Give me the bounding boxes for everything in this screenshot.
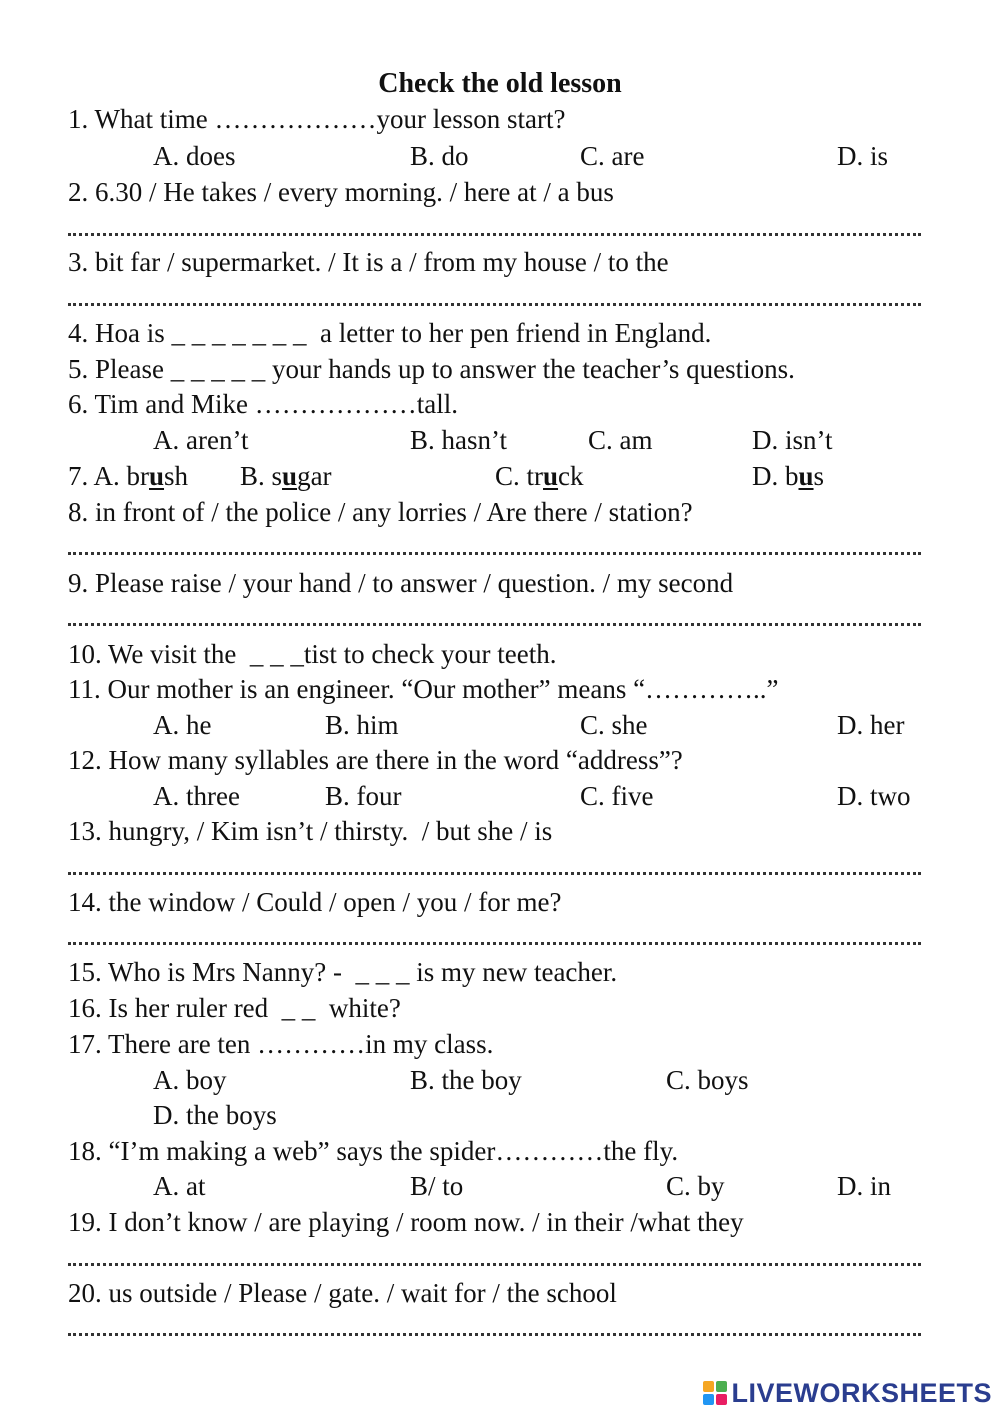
q7-c-prefix: C. tr — [495, 461, 544, 491]
q7-d-suffix: s — [813, 461, 825, 491]
question-3: 3. bit far / supermarket. / It is a / from my house / to the — [68, 247, 669, 277]
q7-option-b[interactable] — [240, 460, 332, 492]
logo-square-icon — [703, 1394, 714, 1405]
logo-grid-icon — [703, 1381, 727, 1405]
q1-option-c[interactable]: C. are — [580, 141, 645, 171]
answer-line-8[interactable] — [68, 552, 921, 555]
q18-option-c[interactable]: C. by — [666, 1171, 725, 1201]
question-17: 17. There are ten …………in my class. — [68, 1029, 494, 1059]
question-18: 18. “I’m making a web” says the spider…………the fly. — [68, 1136, 679, 1166]
q17-option-d[interactable]: D. the boys — [153, 1100, 277, 1130]
question-4[interactable]: 4. Hoa is _ _ _ _ _ _ _ a letter to her pen friend in England. — [68, 318, 712, 348]
q7-c-suffix: ck — [558, 461, 584, 491]
logo-square-icon — [716, 1394, 727, 1405]
q1-option-a[interactable]: A. does — [153, 141, 236, 171]
question-12: 12. How many syllables are there in the word “address”? — [68, 745, 683, 775]
answer-line-9[interactable] — [68, 623, 921, 626]
q7-d-underlined-letter: u — [798, 461, 814, 491]
question-20: 20. us outside / Please / gate. / wait for / the school — [68, 1278, 617, 1308]
q17-option-b[interactable]: B. the boy — [410, 1065, 522, 1095]
q12-option-b[interactable]: B. four — [325, 781, 402, 811]
question-2: 2. 6.30 / He takes / every morning. / here at / a bus — [68, 177, 614, 207]
question-1: 1. What time ………………your lesson start? — [68, 104, 566, 134]
question-6: 6. Tim and Mike ………………tall. — [68, 389, 459, 419]
q1-option-b[interactable]: B. do — [410, 141, 469, 171]
q7-option-c[interactable] — [495, 460, 584, 492]
q6-option-b[interactable]: B. hasn’t — [410, 425, 508, 455]
question-8: 8. in front of / the police / any lorries / Are there / station? — [68, 497, 693, 527]
answer-line-13[interactable] — [68, 872, 921, 875]
liveworksheets-logo — [703, 1378, 992, 1408]
question-14: 14. the window / Could / open / you / for me? — [68, 887, 562, 917]
brand-name: LIVEWORKSHEETS — [731, 1377, 992, 1408]
q7-d-prefix: D. b — [752, 461, 799, 491]
q6-option-c[interactable]: C. am — [588, 425, 653, 455]
question-10[interactable]: 10. We visit the _ _ _tist to check your teeth. — [68, 639, 557, 669]
question-9: 9. Please raise / your hand / to answer / question. / my second — [68, 568, 734, 598]
q7-option-d[interactable] — [752, 460, 824, 492]
q7-c-underlined-letter: u — [543, 461, 559, 491]
question-15[interactable]: 15. Who is Mrs Nanny? - _ _ _ is my new teacher. — [68, 957, 618, 987]
q12-option-d[interactable]: D. two — [837, 781, 911, 811]
q11-option-d[interactable]: D. her — [837, 710, 905, 740]
page-title: Check the old lesson — [378, 68, 622, 99]
answer-line-14[interactable] — [68, 942, 921, 945]
question-5[interactable]: 5. Please _ _ _ _ _ your hands up to answer the teacher’s questions. — [68, 354, 795, 384]
q7-a-prefix: 7. A. br — [68, 461, 149, 491]
q1-option-d[interactable]: D. is — [837, 141, 889, 171]
q18-option-b[interactable]: B/ to — [410, 1171, 464, 1201]
q7-a-suffix: sh — [164, 461, 189, 491]
answer-line-2[interactable] — [68, 233, 921, 236]
answer-line-19[interactable] — [68, 1263, 921, 1266]
q17-option-c[interactable]: C. boys — [666, 1065, 749, 1095]
question-16[interactable]: 16. Is her ruler red _ _ white? — [68, 993, 401, 1023]
q18-option-a[interactable]: A. at — [153, 1171, 206, 1201]
q12-option-a[interactable]: A. three — [153, 781, 240, 811]
q7-b-underlined-letter: u — [282, 461, 298, 491]
q7-a-underlined-letter: u — [149, 461, 165, 491]
logo-square-icon — [716, 1381, 727, 1392]
q7-option-a[interactable] — [68, 460, 188, 492]
q11-option-b[interactable]: B. him — [325, 710, 399, 740]
q6-option-d[interactable]: D. isn’t — [752, 425, 833, 455]
q17-option-a[interactable]: A. boy — [153, 1065, 227, 1095]
q11-option-c[interactable]: C. she — [580, 710, 648, 740]
question-11: 11. Our mother is an engineer. “Our mother” means “…………..” — [68, 674, 779, 704]
q7-b-suffix: gar — [297, 461, 332, 491]
answer-line-20[interactable] — [68, 1333, 921, 1336]
q12-option-c[interactable]: C. five — [580, 781, 654, 811]
logo-square-icon — [703, 1381, 714, 1392]
question-19: 19. I don’t know / are playing / room now. / in their /what they — [68, 1207, 744, 1237]
question-13: 13. hungry, / Kim isn’t / thirsty. / but she / is — [68, 816, 553, 846]
answer-line-3[interactable] — [68, 303, 921, 306]
q18-option-d[interactable]: D. in — [837, 1171, 891, 1201]
q11-option-a[interactable]: A. he — [153, 710, 212, 740]
q6-option-a[interactable]: A. aren’t — [153, 425, 249, 455]
q7-b-prefix: B. s — [240, 461, 283, 491]
